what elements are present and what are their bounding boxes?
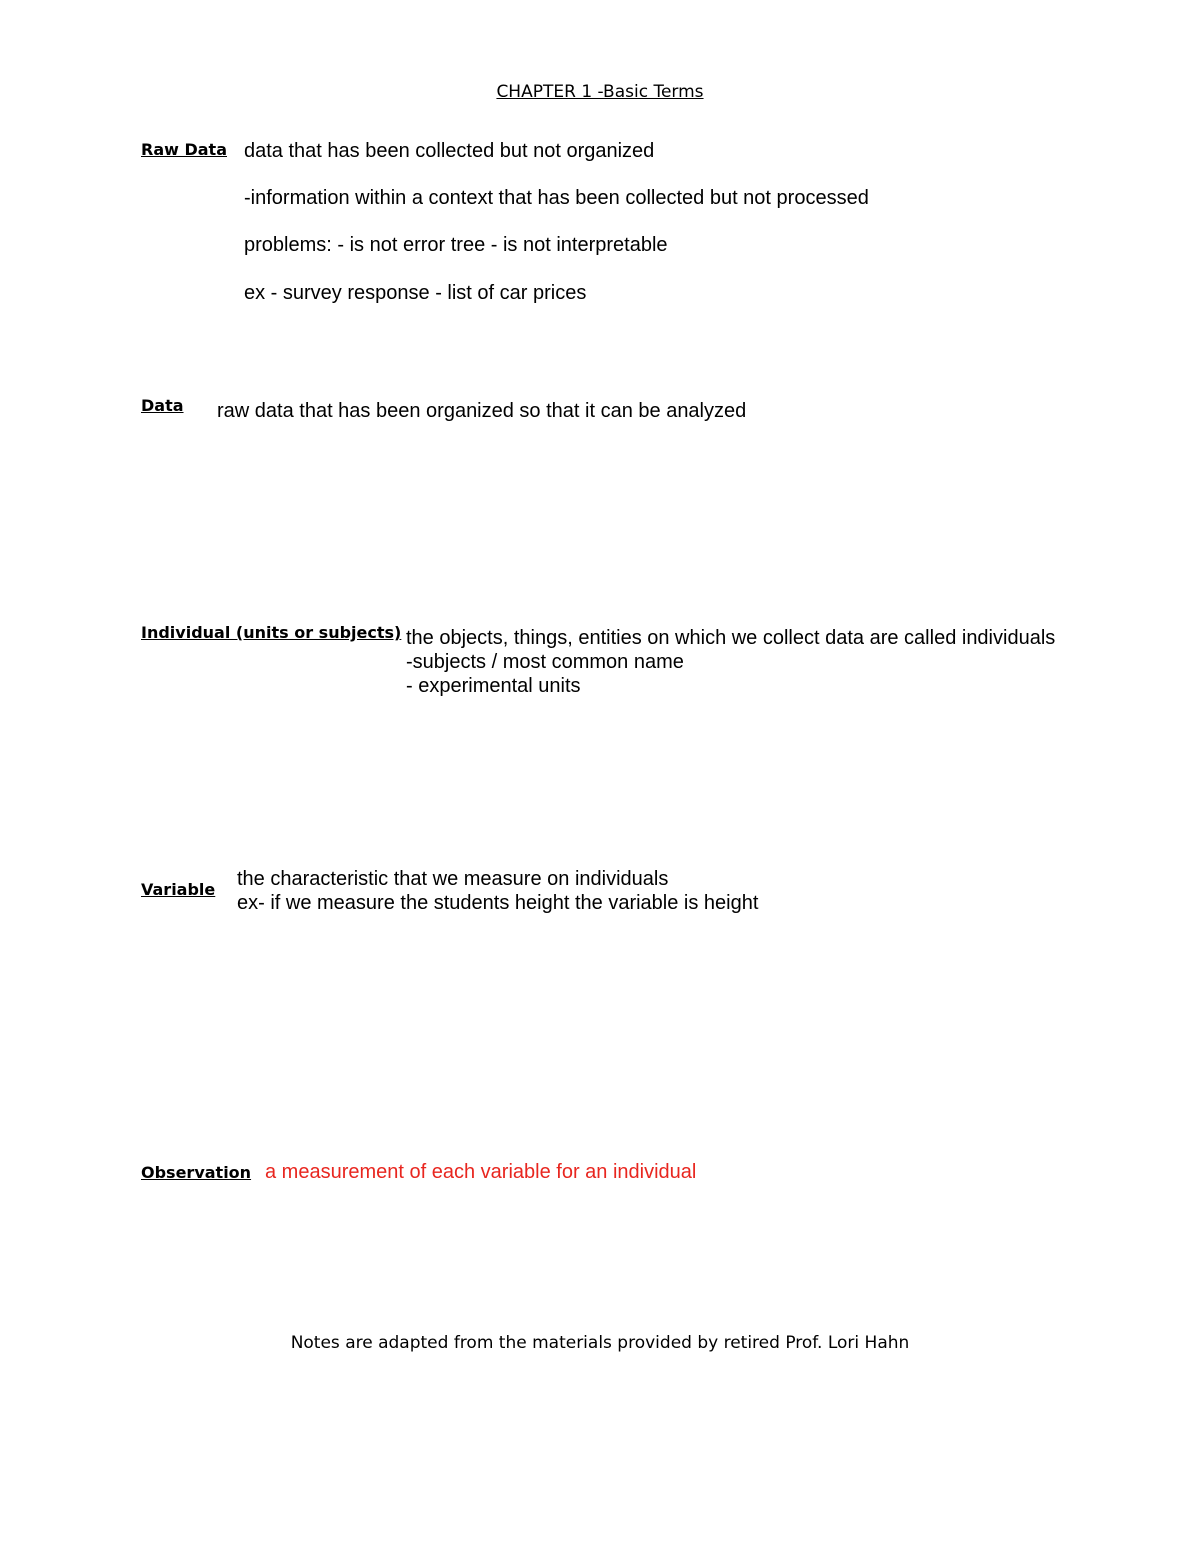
raw-data-definition: data that has been collected but not organized xyxy=(244,140,655,162)
term-data: Data xyxy=(141,396,184,415)
term-variable: Variable xyxy=(141,880,216,899)
raw-data-note: -information within a context that has been collected but not processed xyxy=(244,187,869,209)
raw-data-problems: problems: - is not error tree - is not interpretable xyxy=(244,234,668,256)
term-observation: Observation xyxy=(141,1163,252,1182)
term-raw-data: Raw Data xyxy=(141,140,227,159)
term-individual: Individual (units or subjects) xyxy=(141,623,402,642)
variable-example: ex- if we measure the students height the variable is height xyxy=(237,892,759,914)
variable-definition: the characteristic that we measure on individuals xyxy=(237,868,669,890)
raw-data-examples: ex - survey response - list of car prices xyxy=(244,282,587,304)
individual-definition: the objects, things, entities on which we collect data are called individuals xyxy=(406,627,1056,649)
data-definition: raw data that has been organized so that it can be analyzed xyxy=(217,400,747,422)
individual-subjects: -subjects / most common name xyxy=(406,651,684,673)
individual-experimental-units: - experimental units xyxy=(406,675,581,697)
footer-credit: Notes are adapted from the materials provided by retired Prof. Lori Hahn xyxy=(290,1333,910,1353)
observation-definition: a measurement of each variable for an individual xyxy=(265,1161,697,1183)
page-title: CHAPTER 1 -Basic Terms xyxy=(496,82,704,102)
